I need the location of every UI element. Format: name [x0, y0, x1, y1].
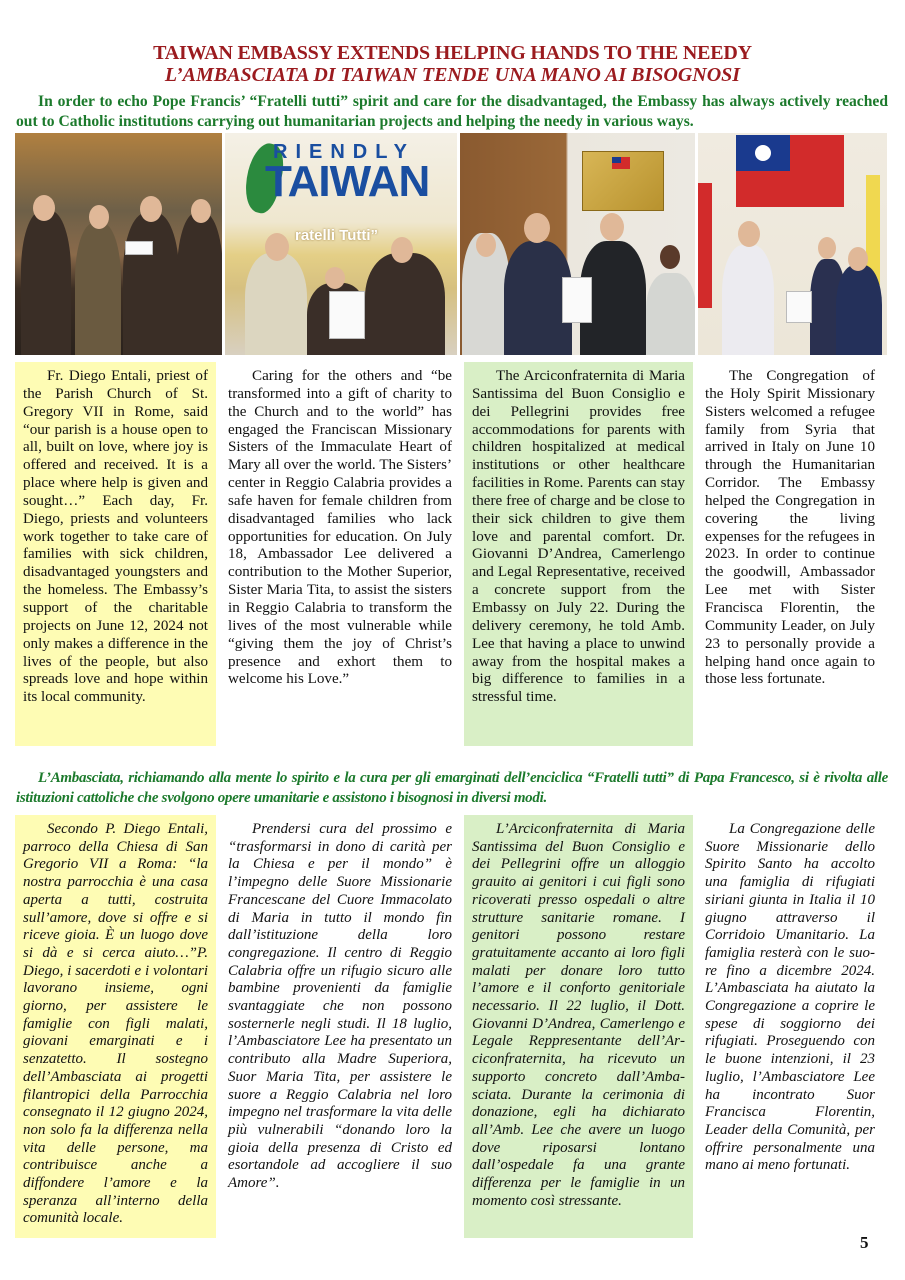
figure-friar-1 — [21, 211, 71, 355]
figure-friar-3 — [177, 213, 222, 355]
figure-head — [476, 233, 496, 257]
wall-fratelli-text: ratelli Tutti” — [295, 227, 379, 244]
photo-church-friars — [15, 133, 222, 355]
italian-column-3: L’Arciconfraternita di Maria Santissima del Buon Consiglio e dei Pellegrini offre un alloggio grauito ai genitori i cui figli sono ricoverati presso ospedali o altre strutture sanitarie romane. I genitori possono restare gratuitamente accanto ai loro figli malati per donare loro tutto l’amore e il conforto genitoriale necessario. Il 22 luglio, il Dott. Giovanni D’Andrea, Camerlengo e Legale Reppresentante dell’Arciconfraternita, ha ricevuto un supporto concreto dall’Ambasciata. Durante la cerimonia di donazione, egli ha dichiarato all’Amb. Lee che avere un luogo dove riposarsi lontano dall’ospedale fa una grante differenza per le famiglie in un momento così stressante. — [464, 815, 693, 1238]
intro-italian: L’Ambasciata, richiamando alla mente lo spirito e la cura per gli emarginati dell’enciclica “Fratelli tutti” di Papa Francesco, si è rivolta alle istituzioni cattoliche che svolgono opere umanitarie e assistono i bisognosi in diversi modi. — [16, 770, 888, 806]
title-italian: L’AMBASCIATA DI TAIWAN TENDE UNA MANO AI BISOGNOSI — [164, 64, 741, 86]
taiwan-flag-pole-icon — [698, 183, 712, 308]
figure-head — [325, 267, 345, 289]
figure-sister-2 — [365, 253, 445, 355]
english-column-3: The Arciconfraternita di Maria Santissima del Buon Consiglio e dei Pellegrini provides free accommodations for parents with children hospitalized at medical institutions or other healthcare facilities in Rome. Parents can stay there free of charge and be close to their sick children to give them love and parental comfort. Dr. Giovanni D’Andrea, Camerlengo and Legal Representative, received a concrete support from the Embassy on July 22. During the delivery ceremony, he told Amb. Lee that having a place to unwind away from the hospital makes a big difference to families in a stressful time. — [464, 362, 693, 746]
figure-head — [33, 195, 55, 221]
figure-head — [140, 196, 162, 222]
article-header — [0, 42, 905, 86]
donation-check — [125, 241, 153, 255]
italian-column-2: Prendersi cura del prossimo e “trasformarsi in dono di carità per la Chiesa e per il mondo” è l’impegno delle Suore Missionarie Francescane del Cuore Immacolato di Maria in tutto il mondo fin dall’istituzione della loro congregazione. Il centro di Reggio Calabria offre un rifugio sicuro alle bambine provenienti da famiglie svantaggiate che non possono sosternerle negli studi. Il 18 luglio, l’Ambasciatore Lee ha presentato un contributo alla Madre Superiora, Suor Maria Tita, per assistere le suore a Reggio Calabria nel loro impegno nel trasformare la vita delle più vulnerabili “donando loro la gioia della presenza di Cristo ed esortandole ad accogliere il suo Amore”. — [228, 821, 452, 1192]
figure-head — [524, 213, 550, 243]
english-column-4: The Congregation of the Holy Spirit Missionary Sisters welcomed a refugee family from Syria that arrived in Italy on June 10 through the Humanitarian Corridor. The Embassy helped the Congregation in covering the living expenses for the refugees in 2023. In order to continue the goodwill, Ambassador Lee met with Sister Francisca Florentin, the Community Leader, on July 23 to personally provide a helping hand once again to those less fortunate. — [705, 368, 875, 688]
figure-head — [660, 245, 680, 269]
photo-strip — [15, 133, 887, 355]
english-column-1: Fr. Diego Entali, priest of the Parish Church of St. Gregory VII in Rome, said “our parish is a house open to all, built on love, where joy is offered and received. It is a place where help is given and sought…” Each day, Fr. Diego, priests and volunteers work together to take care of families with sick children, disadvantaged youngsters and the homeless. The Embassy’s support of the charitable projects on June 12, 2024 not only makes a difference in the lives of the people, but also spreads love and hope within its local community. — [15, 362, 216, 746]
figure-head — [818, 237, 836, 259]
logo-friendly-text: RIENDLY — [273, 141, 415, 163]
donation-letter — [786, 291, 812, 323]
figure-head — [89, 205, 109, 229]
figure-ambassador — [75, 223, 121, 355]
logo-taiwan-text: TAIWAN — [265, 157, 430, 206]
figure-friar-2 — [123, 213, 179, 355]
figure-head — [265, 233, 289, 261]
figure-head — [600, 213, 624, 241]
figure-ambassador — [722, 245, 774, 355]
photo-holy-spirit-sisters — [698, 133, 887, 355]
figure-ambassador — [245, 253, 307, 355]
italian-column-4: La Congregazione delle Suore Missionarie dello Spirito Santo ha accolto una famiglia di rifugiati siriani giunta in Italia il 10 giugno attraverso il Corridoio Umanitario. La famiglia resterà con le suore fino a dicembre 2024. L’Ambasciata ha aiutato la Congregazione a coprire le spese di soggiorno dei rifugiati. Proseguendo con le buone intenzioni, il 23 luglio, l’Ambasciatore Lee ha incontrato Suor Francisca Florentin, Leader della Comunità, per offrire personalmente una mano ai meno fortunati. — [705, 821, 875, 1174]
italian-column-1: Secondo P. Diego Entali, parroco della Chiesa di San Gregorio VII a Roma: “la nostra parrocchia è una casa aperta a tutti, costruita sull’amore, dove si offre e si riceve gioia. È un luogo dove si dà e si cerca aiuto…”P. Diego, i sacerdoti e i volontari lavorano insieme, ogni giorno, per assistere le famiglie con figli malati, giovani emarginati e i senzatetto. Il sostegno dell’Ambasciata ai progetti filantropici della Parrocchia consegnato il 12 giugno 2024, non solo fa la differenza nella vita delle persone, ma contribuisce anche a diffondere l’amore e la speranza all’interno della comunità locale. — [15, 815, 216, 1238]
figure-sister-2 — [646, 273, 695, 355]
figure-head — [191, 199, 211, 223]
figure-head — [738, 221, 760, 247]
donation-letter — [562, 277, 592, 323]
donation-letter — [329, 291, 365, 339]
figure-sister — [836, 265, 882, 355]
intro-english: In order to echo Pope Francis’ “Fratelli tutti” spirit and care for the disadvantaged, the Embassy has always actively reached out to Catholic institutions carrying out humanitarian projects and helping the needy in various ways. — [16, 93, 888, 130]
english-column-2: Caring for the others and “be transformed into a gift of charity to the Church and to the world” has engaged the Franciscan Missionary Sisters of the Immaculate Heart of Mary all over the world. The Sisters’ center in Reggio Calabria provides a safe haven for female children from disadvantaged families who lack opportunities for education. On July 18, Ambassador Lee delivered a contribution to the Mother Superior, Sister Maria Tita, to assist the sisters in Reggio Calabria to transform the lives of the most vulnerable while “giving them the joy of Christ’s presence and exhort them to welcome his Love.” — [228, 368, 452, 688]
taiwan-flag-icon — [736, 135, 844, 207]
figure-head — [391, 237, 413, 263]
photo-arciconfraternita — [460, 133, 695, 355]
figure-head — [848, 247, 868, 271]
taiwan-flag-icon — [612, 157, 630, 169]
page-number: 5 — [860, 1233, 869, 1252]
title-english: TAIWAN EMBASSY EXTENDS HELPING HANDS TO THE NEEDY — [153, 42, 752, 64]
photo-friendly-taiwan — [225, 133, 457, 355]
